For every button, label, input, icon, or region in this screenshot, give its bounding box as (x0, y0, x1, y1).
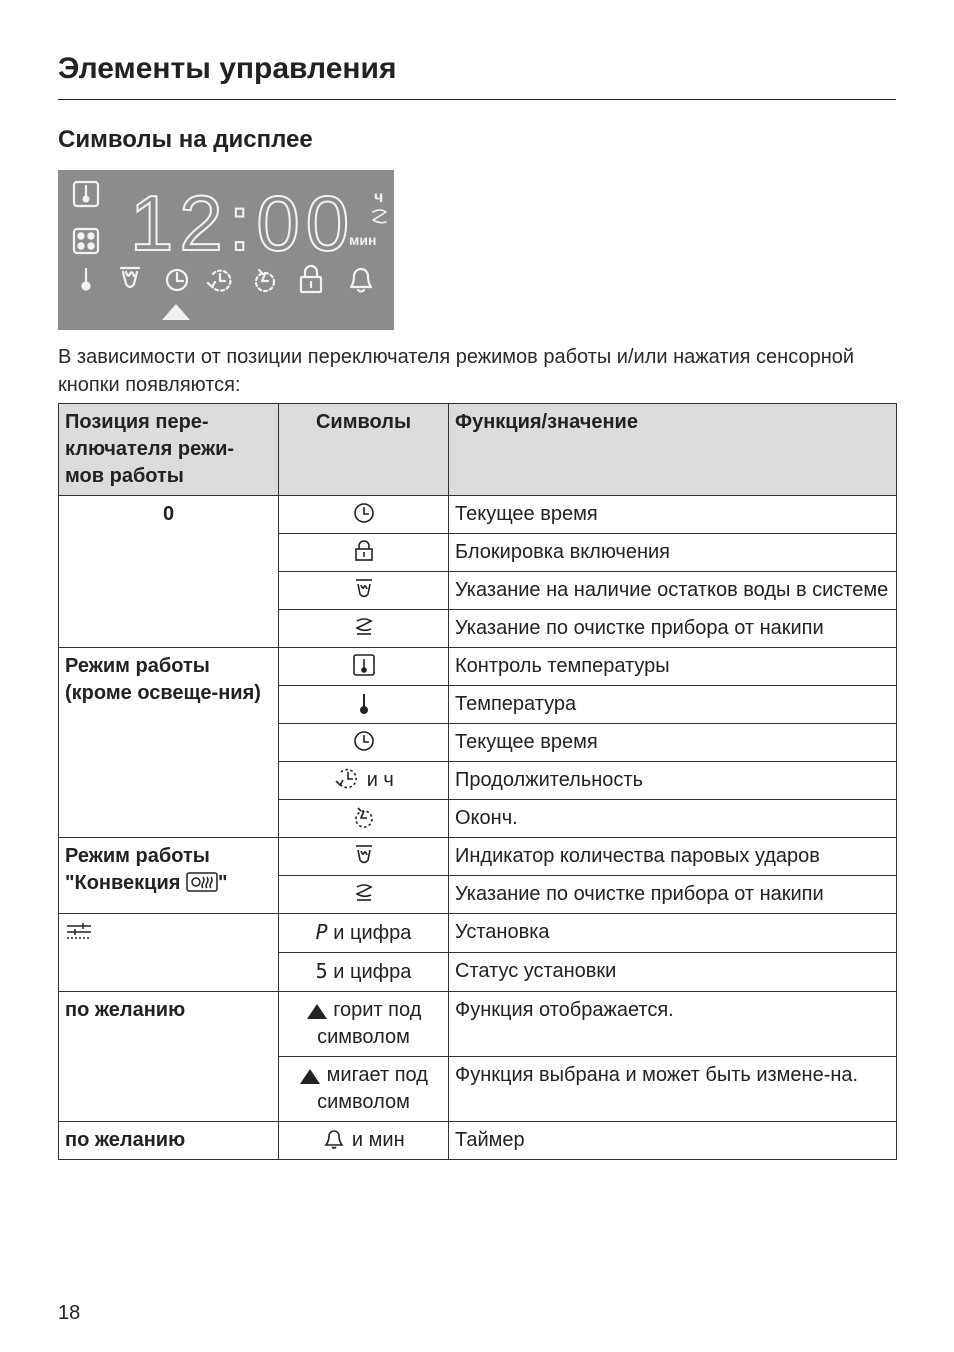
section-title: Символы на дисплее (58, 126, 313, 153)
function-cell: Оконч. (449, 800, 897, 838)
page-title: Элементы управления (58, 52, 397, 85)
symbol-text: и мин (351, 1129, 405, 1151)
symbols-table (58, 403, 897, 1160)
lock-icon (352, 540, 376, 562)
symbol-text: и цифра (333, 961, 412, 983)
symbol-cell (279, 1122, 449, 1160)
position-cell: Режим работы (кроме освеще-ния) (59, 648, 279, 838)
thermometer-icon (83, 269, 90, 290)
function-cell: Температура (449, 686, 897, 724)
water-residue-icon (352, 844, 376, 866)
symbol-cell (279, 876, 449, 914)
function-cell: Продолжительность (449, 762, 897, 800)
symbol-cell (279, 686, 449, 724)
symbol-cell (279, 992, 449, 1057)
symbol-letter-p: P (315, 920, 328, 944)
function-cell: Текущее время (449, 496, 897, 534)
clock-icon (352, 730, 376, 752)
symbol-cell (279, 534, 449, 572)
function-cell: Функция выбрана и может быть измене-на. (449, 1057, 897, 1122)
header-symbols: Символы (279, 404, 449, 496)
table-row (59, 496, 897, 534)
position-text: Режим работы "Конвекция (65, 845, 210, 894)
function-cell: Контроль температуры (449, 648, 897, 686)
display-time: 12:00 (130, 179, 356, 267)
position-cell: по желанию (59, 992, 279, 1122)
function-cell: Индикатор количества паровых ударов (449, 838, 897, 876)
symbol-text: и цифра (333, 922, 412, 944)
symbol-letter-s: 5 (315, 959, 328, 983)
header-function: Функция/значение (449, 404, 897, 496)
convection-icon (186, 871, 218, 893)
table-row (59, 914, 897, 953)
table-header-row (59, 404, 897, 496)
title-rule (58, 99, 896, 100)
descale-icon (373, 210, 386, 223)
triangle-indicator-icon (299, 1067, 321, 1085)
clock-icon (167, 270, 187, 290)
symbol-cell (279, 610, 449, 648)
symbol-cell (279, 572, 449, 610)
descale-icon (352, 616, 376, 638)
display-panel (58, 170, 394, 330)
symbol-cell (279, 724, 449, 762)
function-cell: Блокировка включения (449, 534, 897, 572)
display-unit-min: мин (349, 232, 377, 248)
duration-icon (333, 768, 361, 790)
hob-icon (74, 229, 98, 253)
bell-icon (351, 269, 371, 292)
function-cell: Указание по очистке прибора от накипи (449, 876, 897, 914)
position-cell: 0 (59, 496, 279, 648)
header-position: Позиция пере-ключателя режи-мов работы (59, 404, 279, 496)
display-unit-hour: ч (374, 189, 384, 206)
intro-text: В зависимости от позиции переключателя режимов работы и/или нажатия сенсорной кнопки появляются: (58, 346, 855, 396)
page-number: 18 (58, 1302, 81, 1324)
clock-icon (352, 502, 376, 524)
position-cell (59, 914, 279, 992)
position-cell (59, 838, 279, 914)
symbol-text: горит под символом (317, 999, 422, 1048)
end-time-icon (256, 270, 274, 291)
symbol-cell (279, 1057, 449, 1122)
symbol-text: и ч (366, 769, 394, 791)
function-cell: Функция отображается. (449, 992, 897, 1057)
function-cell: Таймер (449, 1122, 897, 1160)
temperature-control-icon (352, 654, 376, 676)
symbol-cell (279, 953, 449, 992)
bell-icon (322, 1128, 346, 1150)
function-cell: Указание на наличие остатков воды в системе (449, 572, 897, 610)
position-text-close: " (217, 872, 228, 894)
triangle-indicator-icon (162, 304, 190, 320)
triangle-indicator-icon (306, 1002, 328, 1020)
water-residue-icon (121, 268, 139, 287)
function-cell: Установка (449, 914, 897, 953)
temperature-control-icon (74, 182, 98, 206)
duration-icon (208, 271, 230, 291)
display-illustration (58, 170, 394, 330)
position-cell: по желанию (59, 1122, 279, 1160)
lock-icon (301, 266, 321, 292)
function-cell: Указание по очистке прибора от накипи (449, 610, 897, 648)
symbol-cell (279, 762, 449, 800)
table-row (59, 992, 897, 1057)
symbol-cell (279, 838, 449, 876)
function-cell: Текущее время (449, 724, 897, 762)
thermometer-icon (352, 692, 376, 714)
water-residue-icon (352, 578, 376, 600)
symbol-cell (279, 648, 449, 686)
symbol-cell (279, 800, 449, 838)
table-row (59, 648, 897, 686)
end-time-icon (352, 806, 376, 828)
symbol-text: мигает под символом (317, 1064, 428, 1113)
descale-icon (352, 882, 376, 904)
symbol-cell (279, 496, 449, 534)
function-cell: Статус установки (449, 953, 897, 992)
symbol-cell (279, 914, 449, 953)
table-row (59, 838, 897, 876)
settings-icon (65, 920, 93, 942)
table-row (59, 1122, 897, 1160)
